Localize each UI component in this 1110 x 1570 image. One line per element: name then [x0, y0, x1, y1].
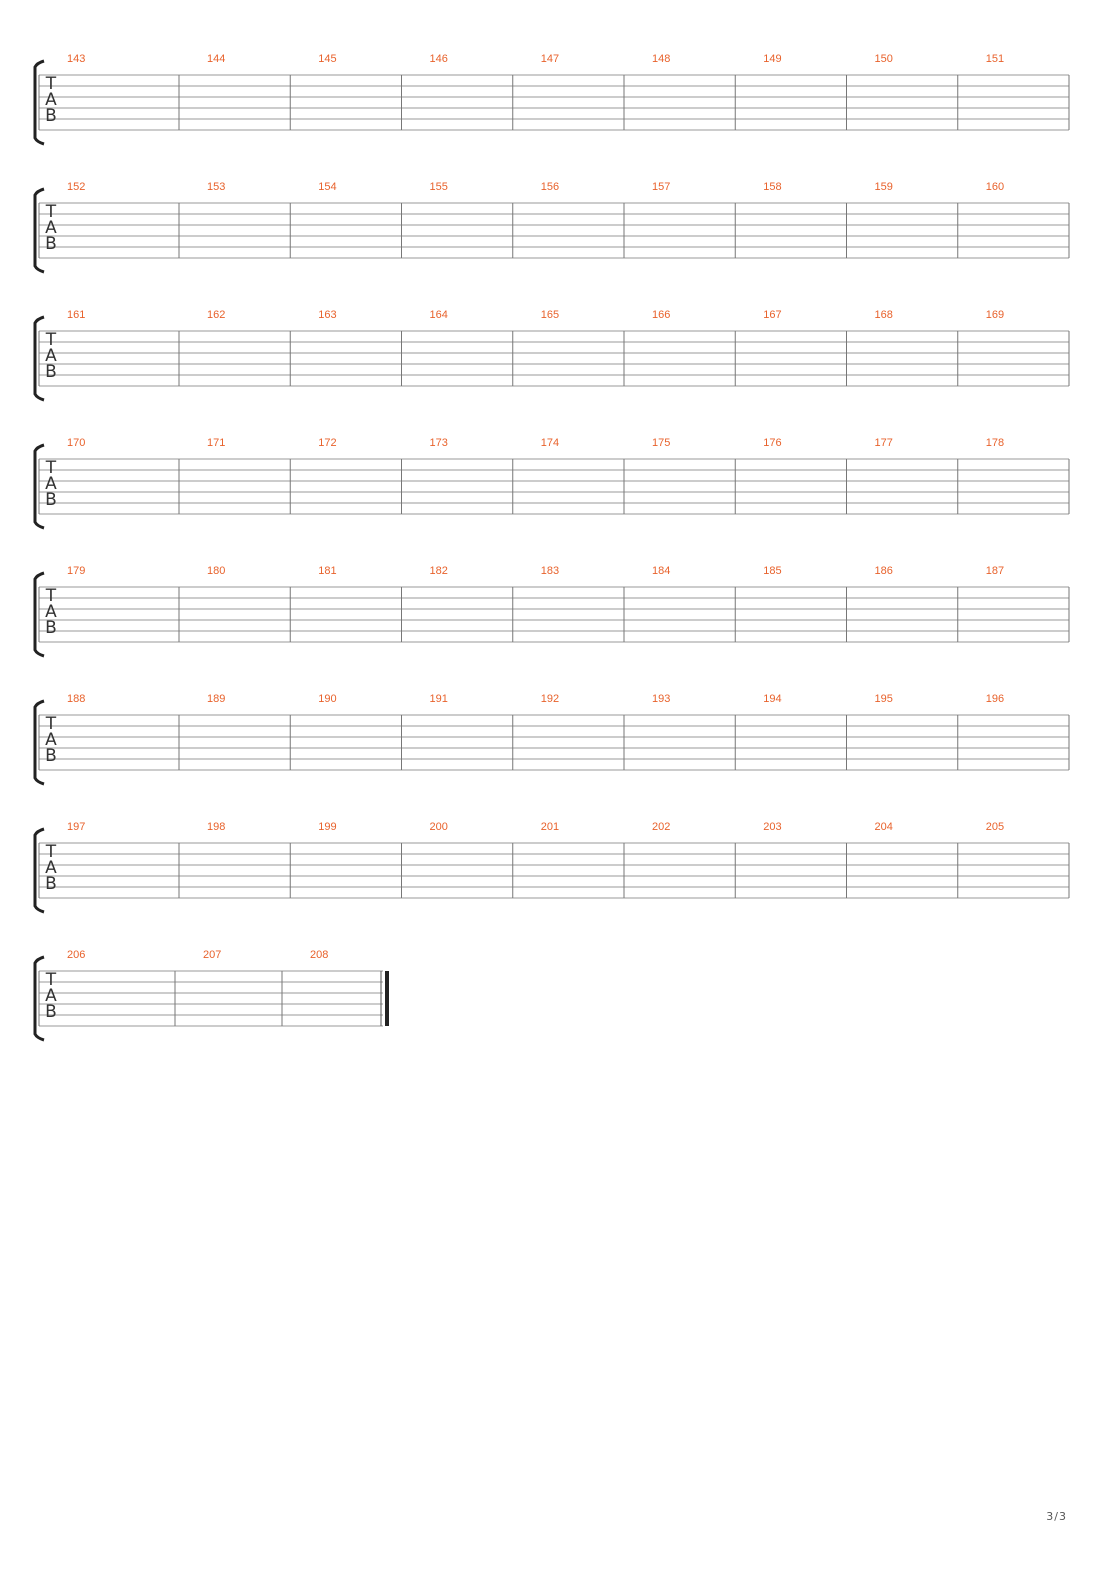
- tab-clef-letter: T: [45, 586, 57, 606]
- measure-number: 160: [985, 181, 1005, 193]
- measure-number: 143: [67, 53, 86, 65]
- tab-clef-letter: B: [45, 746, 57, 766]
- measure-number: 182: [429, 565, 448, 577]
- tab-clef-letter: T: [45, 714, 57, 734]
- tab-clef-letter: B: [45, 618, 57, 638]
- measure-number: 159: [874, 181, 893, 193]
- measure-number: 164: [429, 309, 448, 321]
- measure-number: 156: [540, 181, 560, 193]
- measure-number: 181: [318, 565, 337, 577]
- measure-number: 187: [985, 565, 1005, 577]
- measure-number: 153: [207, 181, 226, 193]
- measure-number: 198: [207, 821, 226, 833]
- tab-clef-letter: A: [45, 730, 57, 750]
- measure-number: 169: [985, 309, 1005, 321]
- measure-number: 207: [203, 949, 222, 961]
- measure-number: 188: [67, 693, 86, 705]
- tab-clef-letter: B: [45, 234, 57, 254]
- measure-number: 158: [763, 181, 782, 193]
- measure-number: 193: [652, 693, 671, 705]
- tab-clef-letter: A: [45, 602, 57, 622]
- measure-number: 166: [652, 309, 671, 321]
- measure-number: 144: [207, 53, 226, 65]
- measure-number: 200: [429, 821, 448, 833]
- tab-clef-letter: A: [45, 474, 57, 494]
- tab-clef-letter: B: [45, 490, 57, 510]
- tab-clef-letter: B: [45, 874, 57, 894]
- measure-number: 151: [985, 53, 1005, 65]
- measure-number: 196: [985, 693, 1005, 705]
- measure-number: 173: [429, 437, 448, 449]
- measure-number: 180: [207, 565, 226, 577]
- measure-number: 186: [874, 565, 893, 577]
- measure-number: 204: [874, 821, 893, 833]
- measure-number: 202: [652, 821, 671, 833]
- measure-number: 154: [318, 181, 337, 193]
- tab-clef-letter: B: [45, 106, 57, 126]
- tab-clef-letter: A: [45, 986, 57, 1006]
- measure-number: 168: [874, 309, 893, 321]
- measure-number: 155: [429, 181, 448, 193]
- measure-number: 165: [540, 309, 560, 321]
- tab-clef-letter: T: [45, 74, 57, 94]
- tab-clef-letter: T: [45, 970, 57, 990]
- measure-number: 178: [985, 437, 1005, 449]
- measure-number: 170: [67, 437, 86, 449]
- measure-number: 174: [540, 437, 560, 449]
- tab-clef-letter: A: [45, 90, 57, 110]
- measure-number: 195: [874, 693, 893, 705]
- measure-number: 148: [652, 53, 671, 65]
- tab-clef-letter: T: [45, 330, 57, 350]
- measure-number: 163: [318, 309, 337, 321]
- measure-number: 191: [429, 693, 448, 705]
- measure-number: 206: [67, 949, 86, 961]
- measure-number: 147: [540, 53, 560, 65]
- measure-number: 146: [429, 53, 448, 65]
- measure-number: 183: [540, 565, 560, 577]
- measure-number: 197: [67, 821, 86, 833]
- measure-number: 162: [207, 309, 226, 321]
- measure-number: 203: [763, 821, 782, 833]
- measure-number: 184: [652, 565, 671, 577]
- measure-number: 201: [540, 821, 560, 833]
- tab-clef-letter: T: [45, 458, 57, 478]
- measure-number: 175: [652, 437, 671, 449]
- measure-number: 171: [207, 437, 226, 449]
- tab-clef-letter: T: [45, 202, 57, 222]
- measure-number: 190: [318, 693, 337, 705]
- tab-clef-letter: B: [45, 1002, 57, 1022]
- final-barline-thick: [385, 971, 389, 1026]
- measure-number: 157: [652, 181, 671, 193]
- page-indicator: 3/3: [1046, 1510, 1067, 1523]
- tab-clef-letter: A: [45, 346, 57, 366]
- measure-number: 150: [874, 53, 893, 65]
- tab-clef-letter: A: [45, 218, 57, 238]
- measure-number: 194: [763, 693, 782, 705]
- measure-number: 167: [763, 309, 782, 321]
- measure-number: 199: [318, 821, 337, 833]
- measure-number: 192: [540, 693, 560, 705]
- tab-clef-letter: B: [45, 362, 57, 382]
- measure-number: 205: [985, 821, 1005, 833]
- measure-number: 189: [207, 693, 226, 705]
- measure-number: 176: [763, 437, 782, 449]
- measure-number: 177: [874, 437, 893, 449]
- measure-number: 185: [763, 565, 782, 577]
- tab-clef-letter: A: [45, 858, 57, 878]
- measure-number: 145: [318, 53, 337, 65]
- measure-number: 152: [67, 181, 86, 193]
- measure-number: 179: [67, 565, 86, 577]
- measure-number: 172: [318, 437, 337, 449]
- measure-number: 149: [763, 53, 782, 65]
- measure-number: 208: [310, 949, 329, 961]
- tab-clef-letter: T: [45, 842, 57, 862]
- measure-number: 161: [67, 309, 86, 321]
